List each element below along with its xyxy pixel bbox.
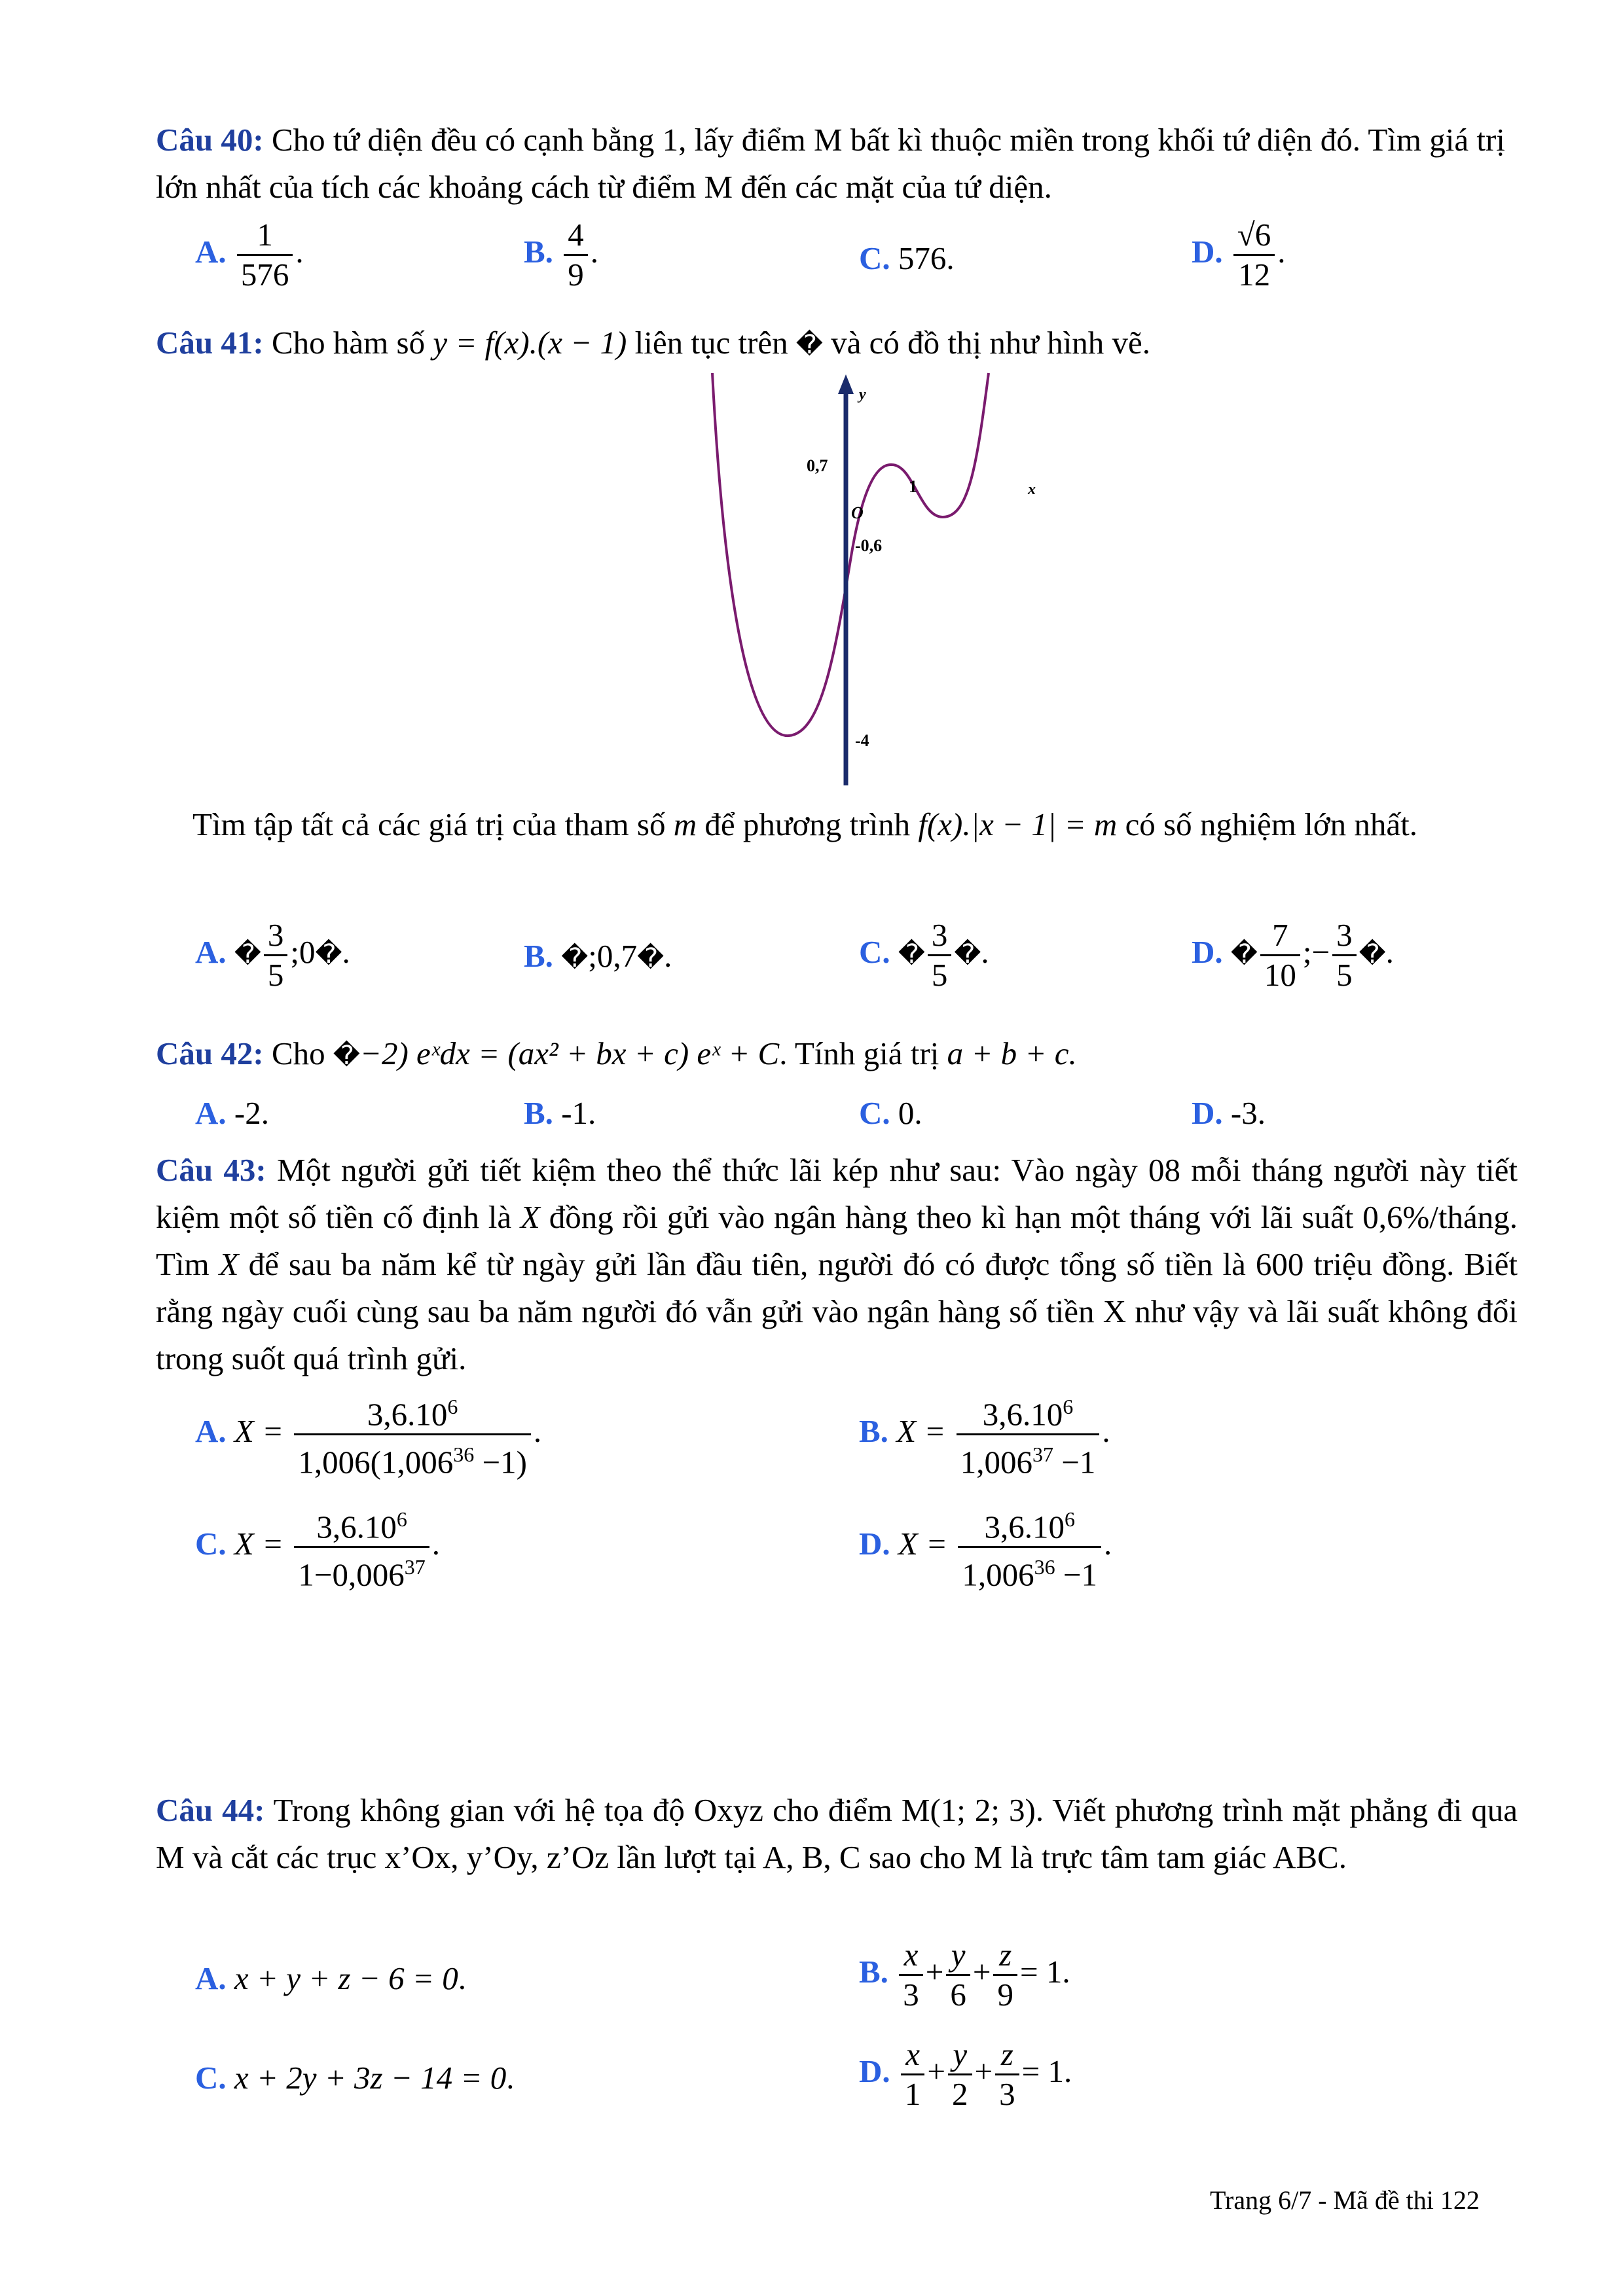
question-44 <box>156 1787 1518 1881</box>
answer-40-c[interactable] <box>859 240 955 277</box>
graph-label-m4: -4 <box>855 731 869 750</box>
answer-43-d[interactable]: D. X = $\frac{3,6.10^6}{1,006^{36} -1}$ . <box>859 1500 1112 1594</box>
question-40 <box>156 117 1518 211</box>
question-text: Tìm tập tất cả các giá trị của tham số <box>192 806 666 842</box>
answer-letter: B. <box>859 1953 888 1990</box>
function-formula: y = f(x).(x − 1) <box>433 325 627 361</box>
answer-42-a[interactable]: A. -2. <box>195 1095 269 1131</box>
graph-label-y: y <box>859 386 866 403</box>
graph-label-07: 0,7 <box>807 456 828 475</box>
question-41-prompt <box>156 800 1518 850</box>
answer-40-b[interactable]: B. $\frac{4}{9}$ . <box>524 217 598 293</box>
answer-letter: B. <box>524 938 553 974</box>
question-text: Một người gửi tiết kiệm theo thể thức lãi kép như sau: Vào ngày 08 mỗi tháng người này tiết kiệm một số tiền cố định là <box>156 1152 1518 1235</box>
answer-letter: D. <box>1192 233 1223 270</box>
answer-letter: A. <box>195 933 227 970</box>
answer-43-b[interactable]: B. X = $\frac{3,6.10^6}{1,006^{37} -1}$ . <box>859 1388 1110 1482</box>
answer-letter: A. <box>195 233 227 270</box>
question-label: Câu 42: <box>156 1035 264 1071</box>
question-text: Cho <box>271 1035 325 1071</box>
answer-letter: C. <box>859 933 890 970</box>
fraction: $\frac{3,6.10^6}{1,006^{36} -1}$ <box>958 1500 1101 1594</box>
fraction: $\frac{√6}{12}$ <box>1233 216 1275 294</box>
question-label: Câu 44: <box>156 1792 265 1828</box>
answer-letter: C. <box>859 1095 890 1131</box>
answer-41-d[interactable]: D. � $\frac{7}{10}$ ;− $\frac{3}{5}$ �. <box>1192 917 1394 993</box>
answer-letter: A. <box>195 1095 227 1131</box>
question-text: và có đồ thị như hình vẽ. <box>831 325 1151 361</box>
answer-42-c[interactable]: C. 0. <box>859 1095 922 1131</box>
question-42: Câu 42: Cho �−2) eˣdx = (ax² + bx + c) eˣ + C. Tính giá trị a + b + c. <box>156 1035 1077 1071</box>
answer-letter: D. <box>1192 1095 1223 1131</box>
answer-letter: D. <box>859 1526 890 1562</box>
answer-value: 576. <box>898 240 955 276</box>
answer-letter: B. <box>524 233 553 270</box>
graph-label-1: 1 <box>909 477 917 496</box>
answer-letter: A. <box>195 1960 227 1996</box>
graph-label-m06: -0,6 <box>855 536 883 555</box>
question-text: Cho tứ diện đều có cạnh bằng 1, lấy điểm M bất kì thuộc miền trong khối tứ diện đó. Tìm giá trị lớn nhất của tích các khoảng cách từ điểm M đến các mặt của tứ diện. <box>156 122 1505 205</box>
graph-label-x: x <box>1028 481 1036 498</box>
fraction: $\frac{1}{576}$ <box>237 216 293 294</box>
answer-letter: C. <box>195 1526 227 1562</box>
answer-44-d[interactable]: D. $\frac{x}{1}$ + $\frac{y}{2}$ + $\frac{z}{3}$ = 1. <box>859 2036 1072 2112</box>
question-43: Câu 43: Một người gửi tiết kiệm theo thể thức lãi kép như sau: Vào ngày 08 mỗi tháng người này tiết kiệm một số tiền cố định là X đồng rồi gửi vào ngân hàng theo kì hạn một tháng với lãi suất 0,6%/tháng. Tìm X để sau ba năm kể từ ngày gửi lần đầu tiên, người đó có được tổng số tiền là 600 triệu đồng. Biết rằng ngày cuối cùng sau ba năm người đó vẫn gửi vào ngân hàng số tiền X như vậy và lãi suất không đổi trong suốt quá trình gửi. <box>156 1152 1518 1376</box>
answer-letter: B. <box>524 1095 553 1131</box>
answer-letter: B. <box>859 1413 888 1450</box>
fraction: $\frac{3}{5}$ <box>928 916 952 994</box>
answer-43-c[interactable]: C. X = $\frac{3,6.10^6}{1-0,006^{37}}$ . <box>195 1500 440 1594</box>
integral-formula: −2) eˣdx = (ax² + bx + c) eˣ + C <box>359 1035 780 1071</box>
answer-44-c[interactable]: C. x + 2y + 3z − 14 = 0. <box>195 2060 515 2096</box>
answer-letter: D. <box>1192 933 1223 970</box>
question-label: Câu 41: <box>156 325 264 361</box>
graph-curve <box>712 373 989 736</box>
fraction: $\frac{7}{10}$ <box>1260 916 1300 994</box>
answer-letter: C. <box>859 240 890 276</box>
answer-letter: A. <box>195 1413 227 1450</box>
question-text: Trong không gian với hệ tọa độ Oxyz cho điểm M(1; 2; 3). Viết phương trình mặt phẳng đi qua M và cắt các trục x’Ox, y’Oy, z’Oz lần lượt tại A, B, C sao cho M là trực tâm tam giác ABC. <box>156 1792 1518 1875</box>
question-41 <box>156 319 1518 368</box>
graph-label-o: O <box>851 503 864 522</box>
answer-42-b[interactable]: B. -1. <box>524 1095 596 1131</box>
fraction: $\frac{3,6.10^6}{1,006^{37} -1}$ <box>957 1388 1100 1482</box>
question-text: Cho hàm số <box>271 325 426 361</box>
question-text: liên tục trên <box>634 325 788 361</box>
question-label: Câu 43: <box>156 1152 266 1188</box>
question-label: Câu 40: <box>156 122 264 158</box>
page-footer: Trang 6/7 - Mã đề thi 122 <box>1210 2185 1480 2215</box>
answer-41-a[interactable]: A. � $\frac{3}{5}$ ;0�. <box>195 917 350 993</box>
answer-43-a[interactable]: A. X = $\frac{3,6.10^6}{1,006(1,006^{36} -1)}$ . <box>195 1388 541 1482</box>
missing-glyph: � <box>795 330 823 360</box>
answer-letter: D. <box>859 2053 890 2089</box>
answer-40-a[interactable]: A. $\frac{1}{576}$ . <box>195 217 304 293</box>
question-text: để sau ba năm kể từ ngày gửi lần đầu tiên, người đó có được tổng số tiền là 600 triệu đồng. Biết rằng ngày cuối cùng sau ba năm người đó vẫn gửi vào ngân hàng số tiền X như vậy và lãi suất không đổi trong suốt quá trình gửi. <box>156 1246 1518 1376</box>
answer-41-c[interactable]: C. � $\frac{3}{5}$ �. <box>859 917 989 993</box>
interest-rate: 0,6% <box>1362 1199 1430 1235</box>
answer-42-d[interactable]: D. -3. <box>1192 1095 1266 1131</box>
answer-letter: C. <box>195 2060 227 2096</box>
fraction: $\frac{4}{9}$ <box>564 216 588 294</box>
question-text: đồng rồi gửi vào ngân hàng theo kì hạn một tháng với lãi suất <box>549 1199 1354 1235</box>
parameter-m: m <box>673 806 697 842</box>
equation: f(x).|x − 1| = m <box>918 806 1118 842</box>
function-graph <box>655 367 1074 785</box>
fraction: $\frac{3}{5}$ <box>264 916 288 994</box>
answer-41-b[interactable]: B. �;0,7�. <box>524 938 672 974</box>
question-text: có số nghiệm lớn nhất. <box>1125 806 1417 842</box>
question-text: . Tính giá trị <box>779 1035 939 1071</box>
answer-40-d[interactable]: D. $\frac{√6}{12}$ . <box>1192 217 1286 293</box>
y-axis-arrow <box>838 374 854 394</box>
target-expression: a + b + c. <box>947 1035 1077 1071</box>
answer-44-b[interactable]: B. $\frac{x}{3}$ + $\frac{y}{6}$ + $\frac{z}{9}$ = 1. <box>859 1937 1070 2013</box>
fraction: $\frac{3}{5}$ <box>1332 916 1357 994</box>
fraction: $\frac{3,6.10^6}{1,006(1,006^{36} -1)}$ <box>294 1388 531 1482</box>
question-text: để phương trình <box>704 806 911 842</box>
answer-44-a[interactable]: A. x + y + z − 6 = 0. <box>195 1960 466 1996</box>
fraction: $\frac{3,6.10^6}{1-0,006^{37}}$ <box>294 1500 429 1594</box>
